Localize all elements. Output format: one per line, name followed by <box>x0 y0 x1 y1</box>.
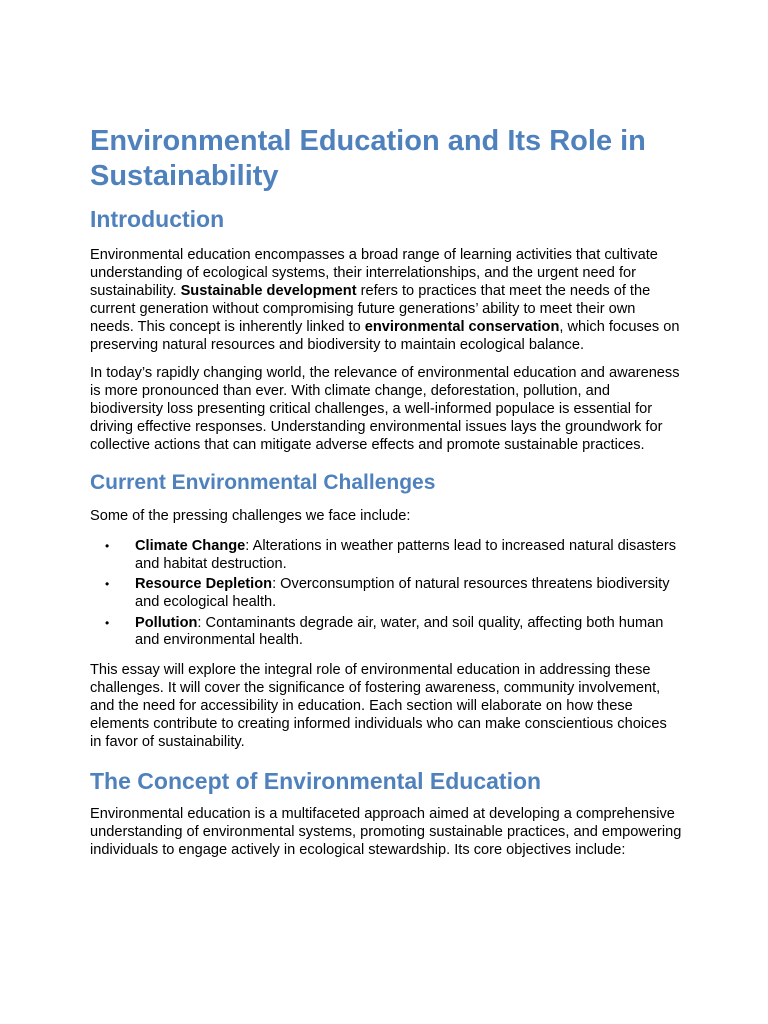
term-sustainable-development: Sustainable development <box>180 282 357 299</box>
bullet-icon: • <box>105 577 110 592</box>
list-item-term: Climate Change <box>135 537 246 554</box>
list-item-description: : Alterations in weather patterns lead to increased natural disasters and habitat destruction. <box>135 537 677 572</box>
list-item <box>90 615 682 651</box>
section-heading-concept: The Concept of Environmental Education <box>90 767 542 794</box>
list-item <box>90 576 682 612</box>
list-item-term: Pollution <box>135 614 198 631</box>
paragraph-text: refers to practices that meet the needs of the current generation without compromising future generations’ ability to meet their own needs. This concept is inherently linked to <box>90 282 651 335</box>
term-environmental-conservation: environmental conservation <box>364 318 560 335</box>
paragraph-concept-1: Environmental education is a multifaceted approach aimed at developing a comprehensive understanding of environmental systems, promoting sustainable practices, and empowering individuals to engage actively in ecological stewardship. Its core objectives include: <box>90 805 682 858</box>
paragraph-challenges-outro: This essay will explore the integral role of environmental education in addressing these challenges. It will cover the significance of fostering awareness, community involvement, and the need for accessibility in education. Each section will elaborate on how these elements contribute to creating informed individuals who can make conscientious choices in favor of sustainability. <box>90 662 667 750</box>
paragraph-introduction-2: In today’s rapidly changing world, the relevance of environmental education and awareness is more pronounced than ever. With climate change, deforestation, pollution, and biodiversity loss presenting critical challenges, a well-informed populace is essential for driving effective responses. Understanding environmental issues lays the groundwork for collective actions that can mitigate adverse effects and promote sustainable practices. <box>90 365 680 454</box>
section-heading-challenges: Current Environmental Challenges <box>90 470 436 494</box>
document-title: Environmental Education and Its Role in Sustainability <box>90 125 646 192</box>
list-item-description: : Overconsumption of natural resources threatens biodiversity and ecological health. <box>135 576 670 611</box>
paragraph-introduction-1 <box>90 247 682 354</box>
bullet-icon: • <box>105 615 110 630</box>
section-heading-introduction: Introduction <box>90 206 225 232</box>
paragraph-text: Environmental education encompasses a broad range of learning activities that cultivate understanding of ecological systems, their interrelationships, and the urgent need for sustainability. <box>90 247 658 299</box>
challenges-list <box>90 538 682 650</box>
paragraph-text: , which focuses on preserving natural resources and biodiversity to maintain ecological balance. <box>90 318 680 353</box>
list-item <box>90 538 682 574</box>
list-item-description: : Contaminants degrade air, water, and soil quality, affecting both human and environmental health. <box>135 614 664 649</box>
paragraph-challenges-intro: Some of the pressing challenges we face include: <box>90 507 411 524</box>
list-item-term: Resource Depletion <box>135 576 273 593</box>
bullet-icon: • <box>105 538 110 553</box>
document-page <box>90 124 682 860</box>
